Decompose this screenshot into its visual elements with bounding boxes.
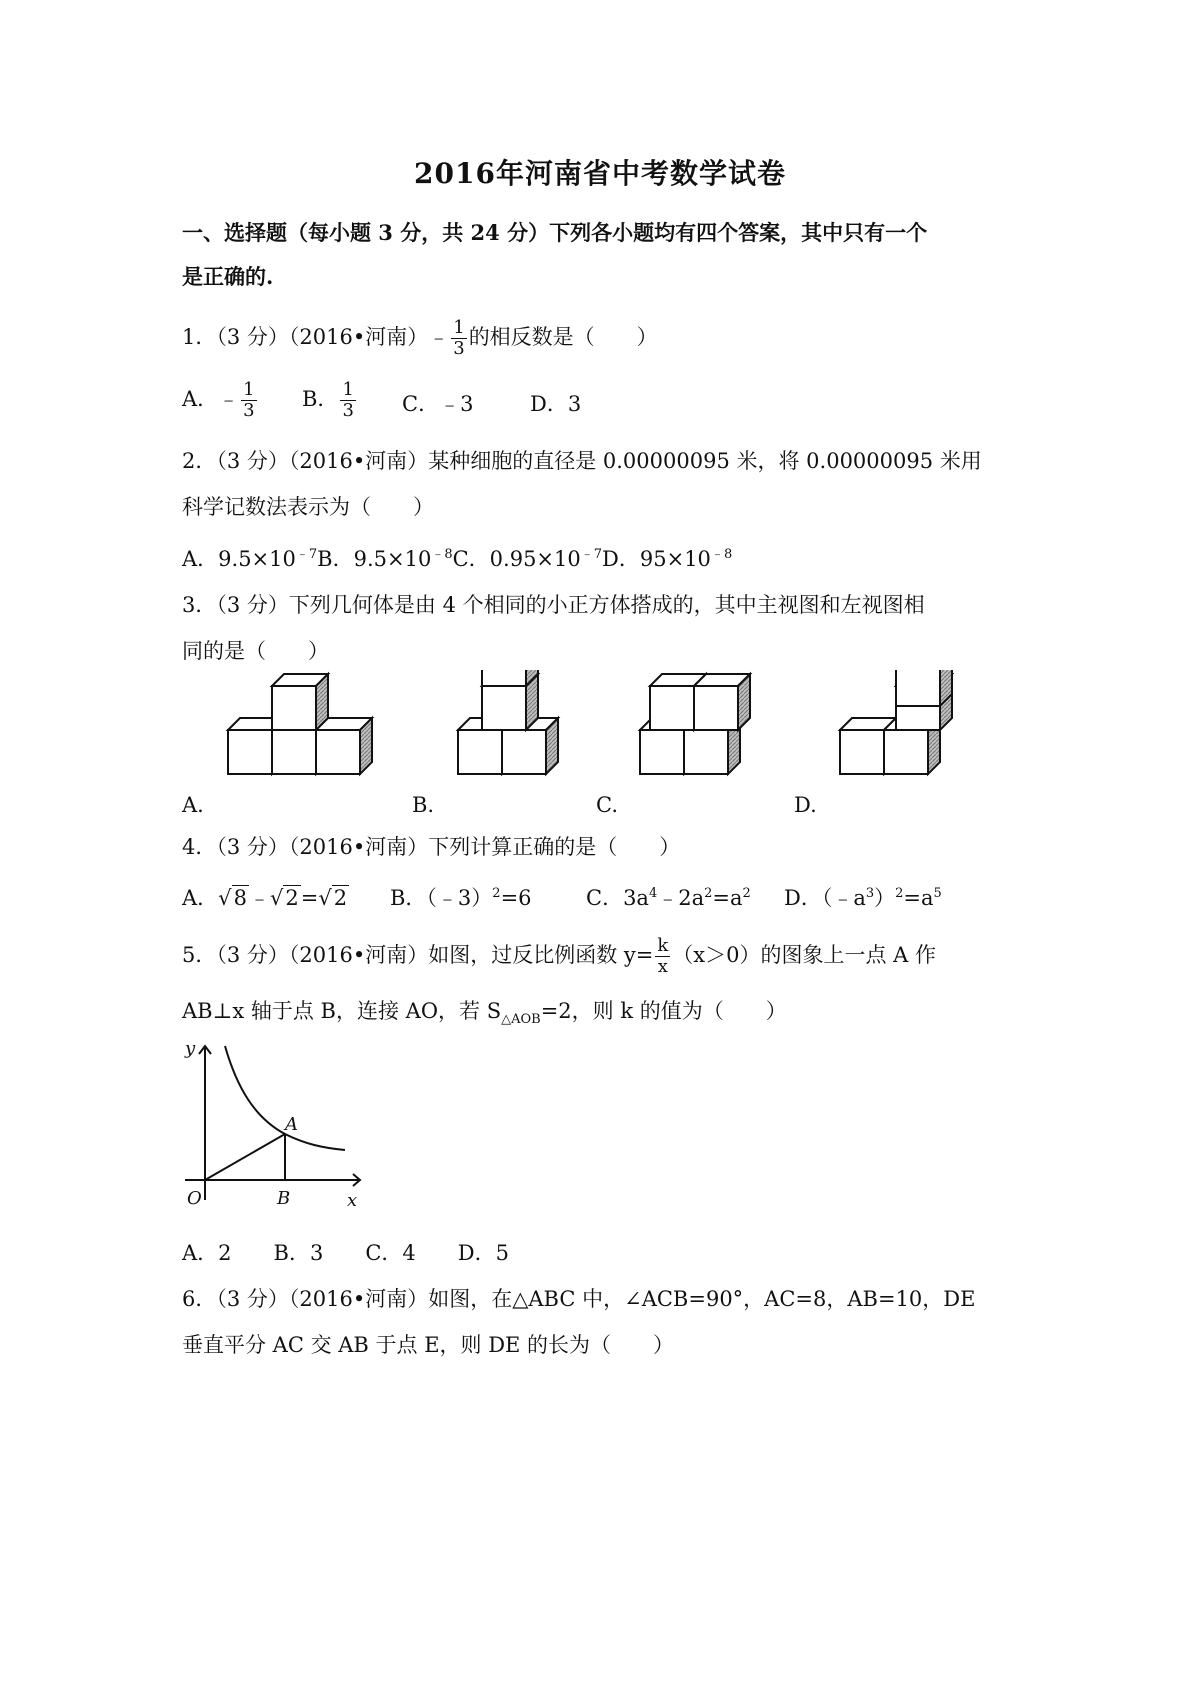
q2-option-a: A．9.5×10 <box>182 547 296 571</box>
q3-label-c: C. <box>596 793 618 817</box>
question-1: 1．（3 分）（2016•河南）﹣ $\frac{1}{3}$ 的相反数是（ ） <box>182 317 658 359</box>
cube <box>694 674 750 730</box>
question-5-cont: AB⊥x 轴于点 B，连接 AO，若 $S_{\triangle AOB}=2$，则 k 的值为（ ） <box>182 999 787 1028</box>
q3-figures <box>0 670 1200 830</box>
fraction: $\frac{k}{x}$ <box>657 935 669 977</box>
q1-option-d: D．3 <box>530 392 582 416</box>
question-3: 3．（3 分）下列几何体是由 4 个相同的小正方体搭成的，其中主视图和左视图相 <box>182 593 925 617</box>
question-6: 6．（3 分）（2016•河南）如图，在△ABC 中，∠ACB=90°，AC=8，AB=10，DE <box>182 1287 976 1311</box>
section1-heading-cont: 是正确的. <box>182 264 274 289</box>
q1-option-b: B． $\frac{1}{3}$ <box>302 379 354 421</box>
question-4: 4．（3 分）（2016•河南）下列计算正确的是（ ） <box>182 835 681 859</box>
graph-label-o: O <box>187 1188 202 1209</box>
q4-option-c: C．$3a^4﹣2a^2=a^2$ <box>586 886 751 910</box>
q4-option-a: A．√8﹣√2=√2 <box>182 886 348 910</box>
graph-label-a: A <box>285 1114 298 1135</box>
page-title: 2016年河南省中考数学试卷 <box>414 157 786 190</box>
graph-label-y: y <box>185 1038 196 1059</box>
q3-label-a: A. <box>182 793 204 817</box>
cube <box>896 670 952 706</box>
q1-option-a: A．﹣ $\frac{1}{3}$ <box>182 379 255 421</box>
cube <box>482 670 538 686</box>
q2-option-b: B．9.5×10 <box>317 547 432 571</box>
q5-graph <box>175 1038 375 1218</box>
question-2: 2．（3 分）（2016•河南）某种细胞的直径是 0.00000095 米，将 0.00000095 米用 <box>182 449 982 473</box>
question-6-cont: 垂直平分 AC 交 AB 于点 E，则 DE 的长为（ ） <box>182 1333 675 1357</box>
cube <box>316 718 372 774</box>
q5-options: A．2 B．3 C．4 D．5 <box>182 1241 509 1265</box>
question-5: 5．（3 分）（2016•河南）如图，过反比例函数 y= $\frac{k}{x}$ （x＞0）的图象上一点 A 作 <box>182 935 937 977</box>
section1-heading: 一、选择题（每小题 3 分，共 24 分）下列各小题均有四个答案，其中只有一个 <box>182 220 928 245</box>
q3-label-d: D. <box>794 793 817 817</box>
cube <box>272 674 328 730</box>
q4-option-b: B．（﹣3）$^2$=6 <box>390 886 532 910</box>
q2-option-c: C．0.95×10 <box>452 547 581 571</box>
graph-label-b: B <box>277 1188 291 1209</box>
q2-options: A．$9.5\times 10^{﹣7}B$．$9.5\times 10^{﹣8}C$．$0.95\times 10^{﹣7}D$．$95\times 10^{﹣8}$ <box>182 547 733 571</box>
question-3-cont: 同的是（ ） <box>182 639 329 663</box>
q1-option-c: C．﹣3 <box>402 392 474 416</box>
q2-option-d: D．95×10 <box>602 547 711 571</box>
q3-label-b: B. <box>412 793 435 817</box>
fraction: $\frac{1}{3}$ <box>453 317 465 359</box>
graph-label-x: x <box>347 1190 358 1211</box>
q4-option-d: D．$(﹣a^3)^2=a^5$ <box>784 886 942 910</box>
question-2-cont: 科学记数法表示为（ ） <box>182 495 434 519</box>
